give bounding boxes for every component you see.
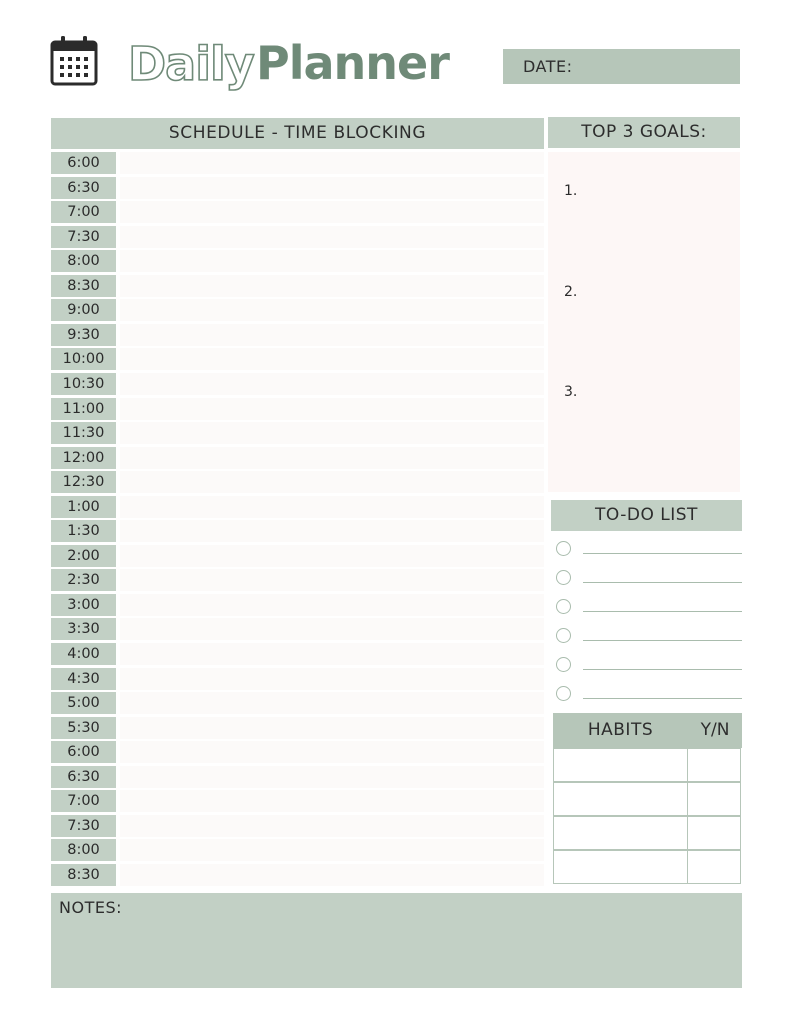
todo-item — [556, 628, 742, 646]
time-label: 11:00 — [51, 398, 116, 420]
schedule-entry[interactable] — [120, 520, 544, 542]
schedule-entry[interactable] — [120, 545, 544, 567]
time-label: 7:00 — [51, 201, 116, 223]
date-label: DATE: — [523, 57, 573, 76]
todo-entry-line[interactable] — [583, 553, 742, 554]
habit-yn-cell[interactable] — [687, 782, 741, 816]
schedule-row — [51, 447, 544, 469]
calendar-icon — [50, 36, 98, 86]
time-label: 3:30 — [51, 618, 116, 640]
schedule-entry[interactable] — [120, 324, 544, 346]
schedule-row — [51, 471, 544, 493]
schedule-row — [51, 790, 544, 812]
todo-entry-line[interactable] — [583, 582, 742, 583]
schedule-row — [51, 741, 544, 763]
schedule-row — [51, 152, 544, 174]
date-field[interactable] — [503, 49, 740, 84]
schedule-entry[interactable] — [120, 250, 544, 272]
schedule-entry[interactable] — [120, 348, 544, 370]
goal-number-2: 2. — [564, 284, 578, 300]
habit-name-cell[interactable] — [553, 816, 688, 850]
schedule-entry[interactable] — [120, 594, 544, 616]
goal-number-1: 1. — [564, 183, 578, 199]
schedule-row — [51, 643, 544, 665]
habit-yn-cell[interactable] — [687, 816, 741, 850]
time-label: 6:30 — [51, 766, 116, 788]
todo-item — [556, 657, 742, 675]
time-label: 1:00 — [51, 496, 116, 518]
schedule-entry[interactable] — [120, 815, 544, 837]
todo-checkbox[interactable] — [556, 657, 571, 672]
time-label: 9:30 — [51, 324, 116, 346]
time-label: 11:30 — [51, 422, 116, 444]
schedule-row — [51, 398, 544, 420]
schedule-row — [51, 275, 544, 297]
time-label: 8:30 — [51, 864, 116, 886]
time-label: 3:00 — [51, 594, 116, 616]
schedule-entry[interactable] — [120, 373, 544, 395]
schedule-entry[interactable] — [120, 668, 544, 690]
schedule-entry[interactable] — [120, 447, 544, 469]
time-label: 8:00 — [51, 839, 116, 861]
schedule-entry[interactable] — [120, 299, 544, 321]
time-label: 12:00 — [51, 447, 116, 469]
schedule-entry[interactable] — [120, 790, 544, 812]
time-label: 1:30 — [51, 520, 116, 542]
schedule-row — [51, 201, 544, 223]
goals-box[interactable] — [548, 152, 740, 492]
habits-table — [553, 713, 742, 885]
todo-entry-line[interactable] — [583, 669, 742, 670]
habit-yn-cell[interactable] — [687, 748, 741, 782]
todo-entry-line[interactable] — [583, 611, 742, 612]
schedule-row — [51, 348, 544, 370]
schedule-row — [51, 569, 544, 591]
schedule-row — [51, 815, 544, 837]
time-label: 8:00 — [51, 250, 116, 272]
schedule-entry[interactable] — [120, 741, 544, 763]
schedule-header: SCHEDULE - TIME BLOCKING — [51, 118, 544, 149]
schedule-row — [51, 226, 544, 248]
schedule-row — [51, 864, 544, 886]
time-label: 4:30 — [51, 668, 116, 690]
schedule-row — [51, 717, 544, 739]
notes-label: NOTES: — [59, 898, 122, 917]
schedule-row — [51, 520, 544, 542]
todo-item — [556, 541, 742, 559]
time-label: 2:00 — [51, 545, 116, 567]
habit-row — [553, 816, 742, 850]
time-label: 6:00 — [51, 152, 116, 174]
schedule-entry[interactable] — [120, 177, 544, 199]
schedule-entry[interactable] — [120, 422, 544, 444]
time-label: 9:00 — [51, 299, 116, 321]
time-label: 10:00 — [51, 348, 116, 370]
schedule-row — [51, 324, 544, 346]
time-label: 10:30 — [51, 373, 116, 395]
schedule-entry[interactable] — [120, 201, 544, 223]
schedule-entry[interactable] — [120, 618, 544, 640]
title-daily: Daily — [128, 37, 254, 91]
schedule-row — [51, 250, 544, 272]
schedule-entry[interactable] — [120, 398, 544, 420]
yn-label: Y/N — [700, 720, 730, 740]
todo-checkbox[interactable] — [556, 686, 571, 701]
schedule-row — [51, 373, 544, 395]
habit-row — [553, 850, 742, 884]
time-label: 4:00 — [51, 643, 116, 665]
habit-name-cell[interactable] — [553, 850, 688, 884]
todo-checkbox[interactable] — [556, 541, 571, 556]
habit-name-cell[interactable] — [553, 782, 688, 816]
time-label: 7:30 — [51, 815, 116, 837]
schedule-row — [51, 766, 544, 788]
schedule-entry[interactable] — [120, 839, 544, 861]
habit-name-cell[interactable] — [553, 748, 688, 782]
schedule-entry[interactable] — [120, 496, 544, 518]
schedule-entry[interactable] — [120, 275, 544, 297]
schedule-row — [51, 496, 544, 518]
schedule-row — [51, 545, 544, 567]
schedule-row — [51, 422, 544, 444]
title-planner: Planner — [256, 36, 449, 90]
schedule-entry[interactable] — [120, 692, 544, 714]
todo-checkbox[interactable] — [556, 628, 571, 643]
time-label: 7:30 — [51, 226, 116, 248]
time-label: 6:30 — [51, 177, 116, 199]
time-label: 5:30 — [51, 717, 116, 739]
notes-box[interactable] — [51, 893, 742, 988]
todo-checkbox[interactable] — [556, 599, 571, 614]
time-label: 8:30 — [51, 275, 116, 297]
schedule-entry[interactable] — [120, 152, 544, 174]
todo-header: TO-DO LIST — [551, 500, 742, 531]
habits-label: HABITS — [587, 720, 654, 740]
time-label: 12:30 — [51, 471, 116, 493]
todo-entry-line[interactable] — [583, 640, 742, 641]
schedule-entry[interactable] — [120, 643, 544, 665]
todo-item — [556, 570, 742, 588]
habits-header-row — [553, 713, 742, 748]
schedule-row — [51, 299, 544, 321]
schedule-entry[interactable] — [120, 226, 544, 248]
schedule-row — [51, 618, 544, 640]
schedule-entry[interactable] — [120, 471, 544, 493]
time-label: 2:30 — [51, 569, 116, 591]
time-label: 5:00 — [51, 692, 116, 714]
schedule-row — [51, 668, 544, 690]
todo-checkbox[interactable] — [556, 570, 571, 585]
schedule-entry[interactable] — [120, 864, 544, 886]
schedule-row — [51, 177, 544, 199]
goal-number-3: 3. — [564, 384, 578, 400]
schedule-row — [51, 839, 544, 861]
todo-item — [556, 686, 742, 704]
schedule-row — [51, 692, 544, 714]
schedule-entry[interactable] — [120, 569, 544, 591]
time-label: 7:00 — [51, 790, 116, 812]
schedule-entry[interactable] — [120, 766, 544, 788]
schedule-entry[interactable] — [120, 717, 544, 739]
goals-header: TOP 3 GOALS: — [548, 117, 740, 148]
habit-row — [553, 782, 742, 816]
schedule-row — [51, 594, 544, 616]
time-label: 6:00 — [51, 741, 116, 763]
habit-row — [553, 748, 742, 782]
todo-entry-line[interactable] — [583, 698, 742, 699]
todo-item — [556, 599, 742, 617]
habit-yn-cell[interactable] — [687, 850, 741, 884]
